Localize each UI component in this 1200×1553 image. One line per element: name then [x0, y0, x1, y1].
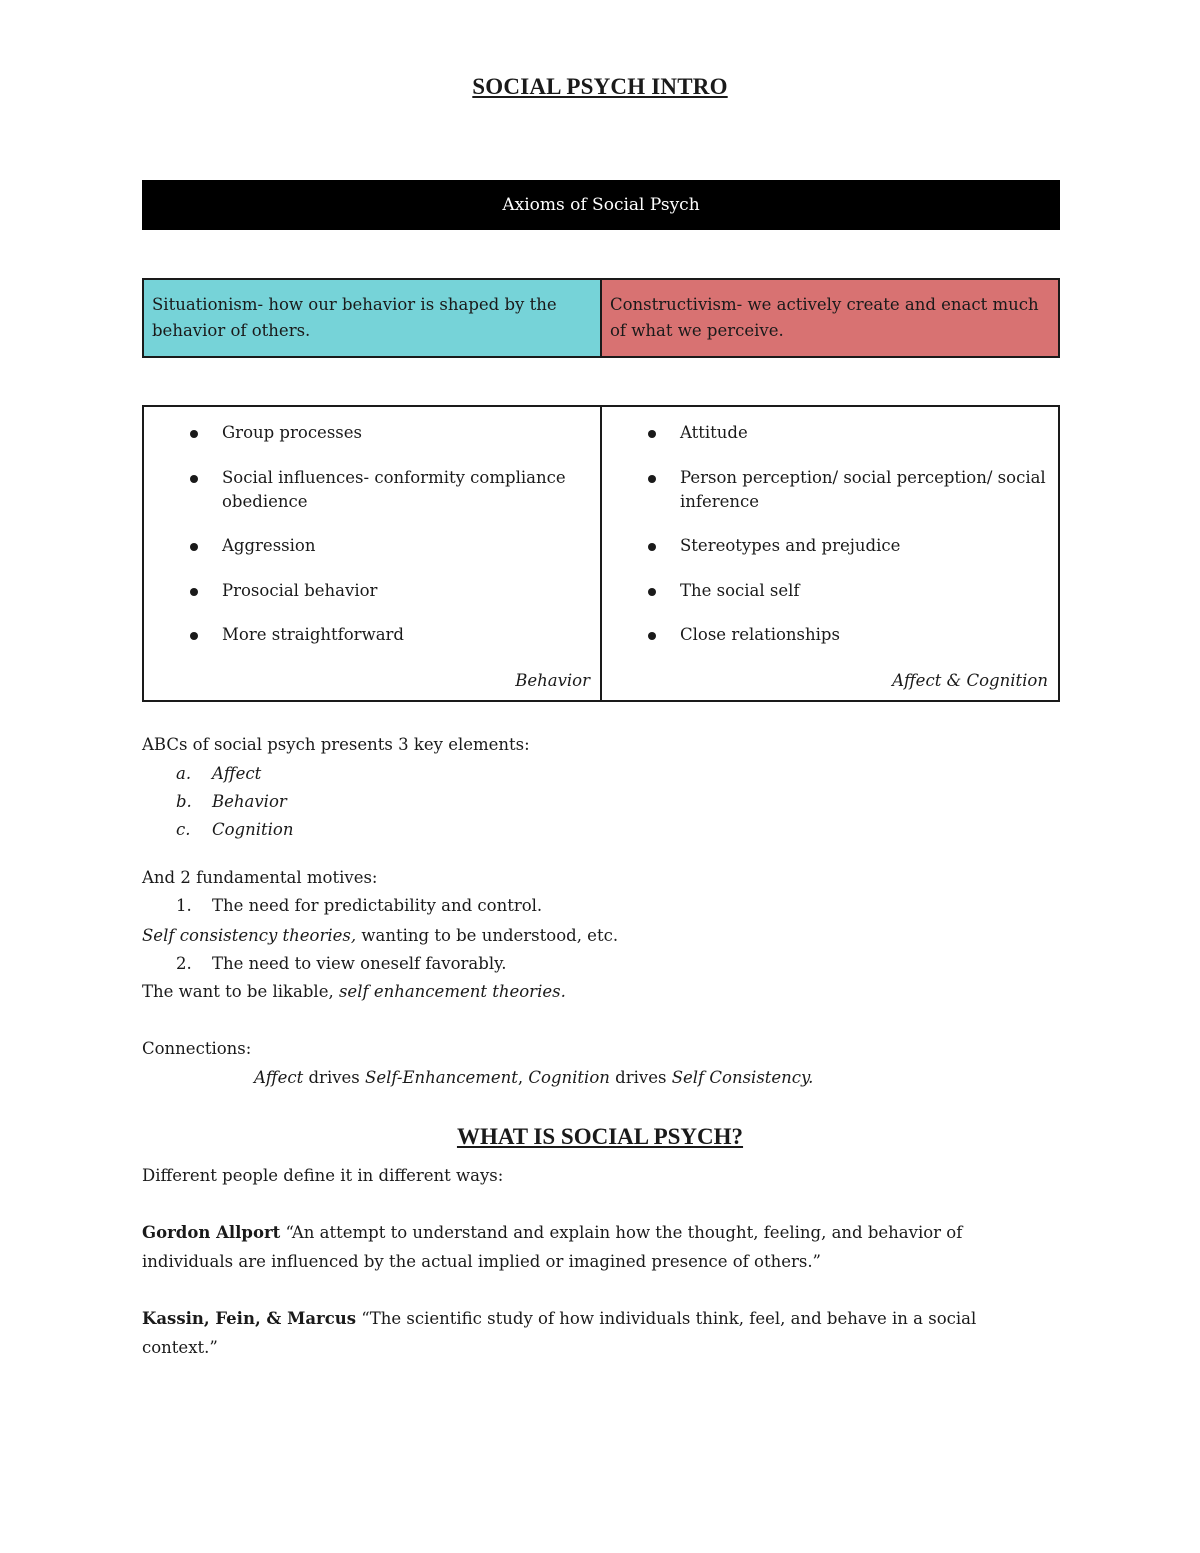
motive-note-2 — [142, 978, 566, 1006]
motive-note-1 — [142, 922, 618, 950]
list-marker: b. — [176, 792, 192, 811]
list-item — [144, 534, 590, 558]
bullet-icon — [648, 430, 656, 438]
list-item — [602, 421, 1048, 445]
affect-cognition-caption: Affect & Cognition — [892, 671, 1048, 690]
list-item-text: The need for predictability and control. — [212, 896, 543, 915]
affect-cognition-topics-column — [602, 407, 1058, 700]
bullet-icon — [190, 475, 198, 483]
section-heading: WHAT IS SOCIAL PSYCH? — [456, 1124, 744, 1149]
bullet-icon — [190, 632, 198, 640]
bullet-icon — [190, 543, 198, 551]
list-marker: 2. — [176, 954, 192, 973]
bullet-icon — [190, 588, 198, 596]
list-item-text: The need to view oneself favorably. — [212, 954, 507, 973]
constructivism-cell: Constructivism- we actively create and enact much of what we perceive. — [602, 280, 1058, 356]
motives-intro: And 2 fundamental motives: — [142, 868, 378, 887]
theory-name: Self consistency theories, — [142, 926, 357, 945]
page-title: SOCIAL PSYCH INTRO — [472, 74, 728, 99]
list-item — [602, 534, 1048, 558]
list-item-text: Prosocial behavior — [222, 580, 378, 600]
axioms-banner — [142, 180, 1060, 230]
term-cognition: Cognition — [528, 1068, 610, 1087]
bullet-icon — [648, 475, 656, 483]
connector: drives — [303, 1068, 366, 1087]
behavior-caption: Behavior — [515, 671, 590, 690]
list-item-text: Attitude — [680, 423, 748, 442]
term-affect: Affect — [254, 1068, 304, 1087]
list-item-text: Cognition — [212, 820, 294, 839]
bullet-icon — [190, 430, 198, 438]
list-item — [602, 579, 1048, 603]
axioms-banner-label: Axioms of Social Psych — [502, 195, 700, 215]
list-item-text: Stereotypes and prejudice — [680, 536, 901, 555]
term-self-enhancement: Self-Enhancement — [365, 1068, 518, 1087]
kassin-definition — [142, 1304, 1022, 1362]
term-self-consistency: Self Consistency. — [671, 1068, 814, 1087]
list-item-text: Behavior — [212, 792, 287, 811]
list-item-text: Group processes — [222, 423, 362, 442]
abcs-intro: ABCs of social psych presents 3 key elements: — [142, 735, 530, 754]
author-name: Gordon Allport — [142, 1223, 281, 1242]
list-item-text: More straightforward — [222, 625, 404, 644]
list-item-text: Aggression — [222, 536, 316, 555]
bullet-icon — [648, 588, 656, 596]
list-item — [144, 579, 590, 603]
definition-quote: “The scientific study of how individuals think, feel, and behave in a social context.” — [142, 1309, 977, 1357]
list-item-text: Affect — [212, 764, 262, 783]
list-marker: a. — [176, 764, 192, 783]
behavior-topic-list — [144, 407, 600, 647]
note-text: The want to be likable, — [142, 982, 339, 1001]
note-text: wanting to be understood, etc. — [356, 926, 619, 945]
list-marker: c. — [176, 820, 191, 839]
definitions-intro: Different people define it in different ways: — [142, 1166, 504, 1185]
list-item — [144, 623, 590, 647]
bullet-icon — [648, 632, 656, 640]
list-item — [602, 466, 1048, 514]
affect-cognition-topic-list — [602, 407, 1058, 647]
behavior-topics-column — [144, 407, 602, 700]
definition-quote: “An attempt to understand and explain how the thought, feeling, and behavior of individuals are influenced by the actual implied or imagined presence of others.” — [142, 1223, 963, 1271]
author-name: Kassin, Fein, & Marcus — [142, 1309, 357, 1328]
theory-name: self enhancement theories. — [338, 982, 566, 1001]
bullet-icon — [648, 543, 656, 551]
list-marker: 1. — [176, 896, 192, 915]
connector: , — [517, 1068, 529, 1087]
list-item-text: Social influences- conformity compliance obedience — [222, 467, 566, 511]
list-item-text: Person perception/ social perception/ social inference — [680, 467, 1046, 511]
list-item — [602, 623, 1048, 647]
connector: drives — [609, 1068, 672, 1087]
list-item — [144, 466, 590, 514]
axioms-table — [142, 278, 1060, 358]
allport-definition — [142, 1218, 1022, 1276]
list-item-text: The social self — [680, 580, 800, 600]
situationism-cell: Situationism- how our behavior is shaped by the behavior of others. — [144, 280, 602, 356]
list-item-text: Close relationships — [680, 625, 840, 644]
list-item — [144, 421, 590, 445]
connections-statement — [254, 1064, 813, 1092]
topics-table — [142, 405, 1060, 702]
connections-label: Connections: — [142, 1039, 252, 1058]
